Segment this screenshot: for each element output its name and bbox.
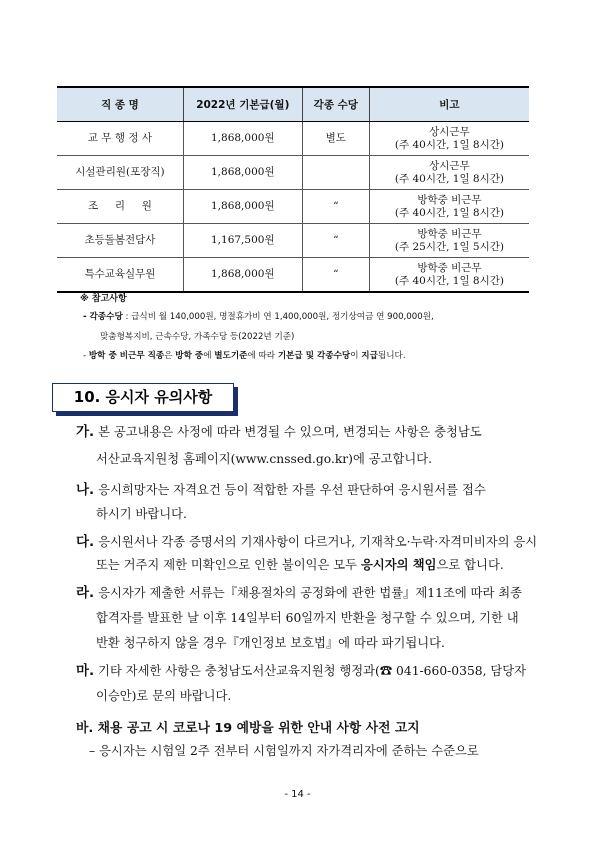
text-seg-bold: 지급: [361, 351, 378, 361]
cell-job: 초등돌봄전담사: [57, 224, 183, 258]
header-job: 직 종 명: [57, 87, 183, 122]
text-seg: 이: [350, 351, 362, 361]
item-da: [76, 535, 546, 550]
cell-note: 방학중 비근무 (주 25시간, 1일 5시간): [369, 224, 529, 258]
item-marker: 라.: [76, 585, 95, 601]
item-na: [76, 483, 546, 498]
reference-title: ※ 참고사항: [80, 294, 127, 304]
item-ba-heading: 바. 채용 공고 시 코로나 19 예방을 위한 안내 사항 사전 고지: [76, 721, 420, 736]
table-row: [57, 156, 529, 190]
reference-allowance-line: [83, 311, 434, 323]
item-text: 기타 자세한 사항은 충청남도서산교육지원청 행정과(☎ 041-660-0358, 담당자: [94, 664, 527, 678]
text-seg-bold: 기본급 및 각종수당: [277, 351, 351, 361]
cell-note: 방학중 비근무 (주 40시간, 1일 8시간): [369, 258, 529, 293]
cell-allowance: [302, 156, 369, 190]
item-text: 응시희망자는 자격요건 등이 적합한 자를 우선 판단하여 응시원서를 접수: [94, 483, 486, 497]
item-marker: 다.: [76, 534, 95, 550]
item-ma: [76, 664, 546, 679]
section-title: 10. 응시자 유의사항: [73, 388, 213, 406]
item-marker: 마.: [76, 663, 95, 679]
text-seg: 은: [164, 351, 176, 361]
cell-note: 방학중 비근무 (주 40시간, 1일 8시간): [369, 190, 529, 224]
table-row: [57, 122, 529, 156]
cell-allowance: “: [302, 224, 369, 258]
cell-salary: 1,868,000원: [183, 190, 302, 224]
item-ra: [76, 586, 546, 601]
text-seg: -: [83, 351, 89, 361]
item-text: 또는 거주지 제한 미확인으로 인한 불이익은 모두: [96, 558, 361, 572]
text-seg-bold: 방학 중: [175, 351, 204, 361]
cell-allowance: “: [302, 258, 369, 293]
cell-allowance: 별도: [302, 122, 369, 156]
cell-note: 상시근무 (주 40시간, 1일 8시간): [369, 156, 529, 190]
item-na-cont: 하시기 바랍니다.: [96, 507, 187, 521]
text-seg: 에: [203, 351, 215, 361]
header-note: 비고: [369, 87, 529, 122]
table-row: [57, 224, 529, 258]
cell-job: 교 무 행 정 사: [57, 122, 183, 156]
cell-note: 상시근무 (주 40시간, 1일 8시간): [369, 122, 529, 156]
text-seg: 됩니다.: [377, 351, 406, 361]
item-ra-cont-2: 반환 청구하지 않을 경우『개인정보 보호법』에 따라 파기됩니다.: [96, 636, 445, 650]
section-heading-box: [52, 383, 234, 412]
salary-table: [57, 86, 529, 293]
item-marker: 가.: [76, 424, 95, 440]
text-seg: 에 따라: [247, 351, 278, 361]
reference-vacation-line: [83, 350, 406, 362]
header-allowance: 각종 수당: [302, 87, 369, 122]
cell-job: 조 리 원: [57, 190, 183, 224]
cell-salary: 1,167,500원: [183, 224, 302, 258]
header-salary: 2022년 기본급(월): [183, 87, 302, 122]
text-seg-bold: 방학 중 비근무 직종: [88, 351, 165, 361]
item-text: 응시자가 제출한 서류는『채용절차의 공정화에 관한 법률』제11조에 따라 최종: [94, 586, 523, 600]
cell-salary: 1,868,000원: [183, 122, 302, 156]
item-text-bold: 응시자의 책임: [360, 558, 437, 572]
table-header-row: [57, 87, 529, 122]
reference-allowance-label: - 각종수당: [83, 312, 123, 322]
reference-allowance-line-2: 맞춤형복지비, 근속수당, 가족수당 등(2022년 기준): [100, 332, 295, 342]
item-text: 응시원서나 각종 증명서의 기재사항이 다르거나, 기재착오·누락·자격미비자의 응시: [94, 535, 538, 549]
text-seg-bold: 별도기준: [214, 351, 248, 361]
table-row: [57, 258, 529, 293]
item-ma-cont: 이승안)로 문의 바랍니다.: [96, 689, 232, 703]
cell-salary: 1,868,000원: [183, 156, 302, 190]
page-number: - 14 -: [284, 789, 311, 800]
item-ga: [76, 425, 546, 440]
cell-salary: 1,868,000원: [183, 258, 302, 293]
item-ra-cont-1: 합격자를 발표한 날 이후 14일부터 60일까지 반환을 청구할 수 있으며, 기한 내: [96, 611, 519, 625]
cell-allowance: “: [302, 190, 369, 224]
table-row: [57, 190, 529, 224]
item-ga-cont: 서산교육지원청 홈페이지(www.cnssed.go.kr)에 공고합니다.: [96, 452, 433, 466]
item-marker: 나.: [76, 482, 95, 498]
cell-job: 특수교육실무원: [57, 258, 183, 293]
item-ba-line: – 응시자는 시험일 2주 전부터 시험일까지 자가격리자에 준하는 수준으로: [89, 744, 479, 758]
item-da-cont: [96, 558, 504, 573]
item-text: 본 공고내용은 사정에 따라 변경될 수 있으며, 변경되는 사항은 충청남도: [94, 425, 482, 439]
cell-job: 시설관리원(포장직): [57, 156, 183, 190]
item-text: 으로 합니다.: [436, 558, 504, 572]
reference-allowance-text: : 급식비 월 140,000원, 명절휴가비 연 1,400,000원, 정기상여금 연 900,000원,: [122, 312, 434, 322]
